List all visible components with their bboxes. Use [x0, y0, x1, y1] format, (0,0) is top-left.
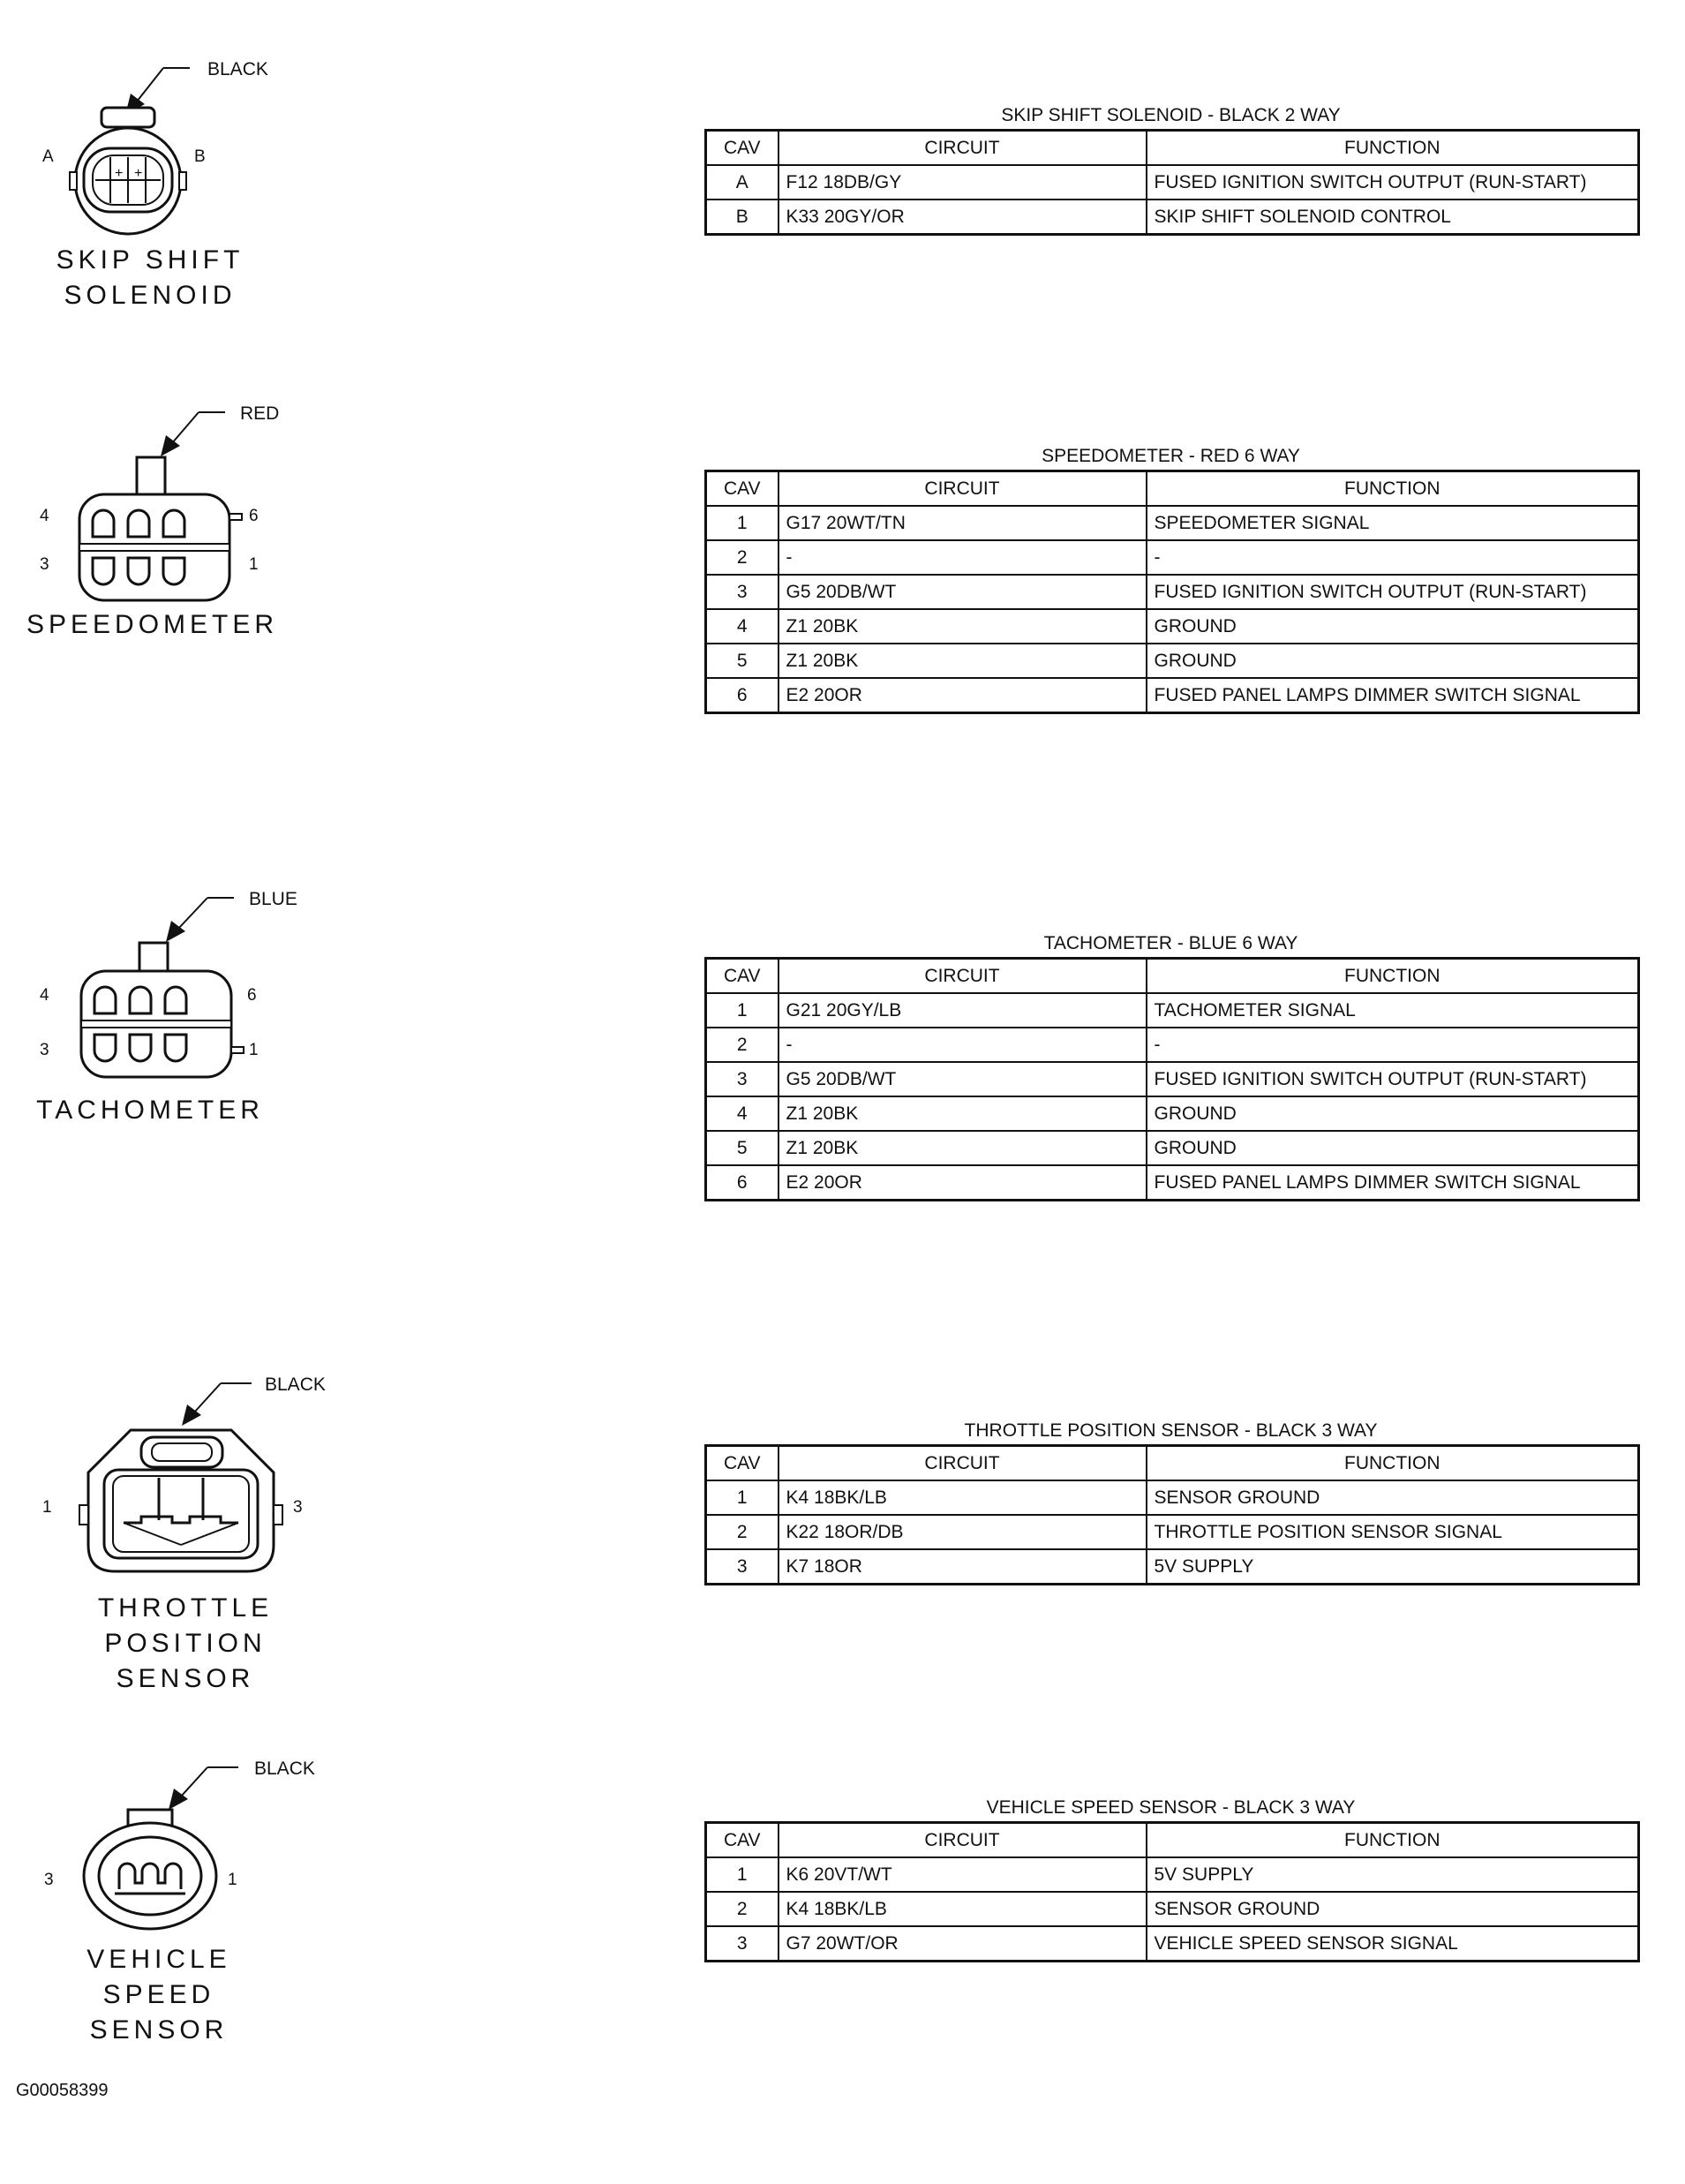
column-header: CIRCUIT	[779, 1446, 1147, 1481]
table-title: VEHICLE SPEED SENSOR - BLACK 3 WAY	[986, 1797, 1356, 1818]
color-label: BLACK	[265, 1374, 326, 1395]
function-cell: 5V SUPPLY	[1147, 1857, 1639, 1892]
column-header: CIRCUIT	[779, 471, 1147, 507]
circuit-cell: Z1 20BK	[779, 609, 1147, 644]
pinout-table	[704, 1444, 1640, 1585]
pin-label-6: 6	[249, 507, 259, 525]
table-row	[706, 1549, 1639, 1585]
connector-name-line: VEHICLE	[87, 1945, 231, 1974]
connector-name-line: POSITION	[104, 1629, 267, 1658]
svg-text:+: +	[134, 166, 143, 181]
column-header: CIRCUIT	[779, 959, 1147, 994]
pin-label-1: 1	[249, 555, 259, 574]
cav-cell: 1	[706, 1857, 779, 1892]
cav-cell: B	[706, 200, 779, 235]
cav-cell: 4	[706, 609, 779, 644]
table-row	[706, 1515, 1639, 1549]
connector-name	[35, 1942, 282, 2048]
table-header-row	[706, 959, 1639, 994]
table-header-row	[706, 1446, 1639, 1481]
table-row	[706, 993, 1639, 1028]
function-cell: FUSED PANEL LAMPS DIMMER SWITCH SIGNAL	[1147, 678, 1639, 713]
connector-name-line: SKIP SHIFT	[56, 245, 244, 275]
circuit-cell: G7 20WT/OR	[779, 1926, 1147, 1962]
pin-label-1: 1	[228, 1871, 237, 1889]
table-row	[706, 644, 1639, 678]
circuit-cell: E2 20OR	[779, 678, 1147, 713]
cav-cell: 1	[706, 1480, 779, 1515]
pinout-table-tachometer	[704, 930, 1637, 1201]
vehicle-speed-sensor-connector-drawing	[26, 1752, 318, 1964]
function-cell: GROUND	[1147, 1096, 1639, 1131]
connector-name	[26, 243, 274, 313]
function-cell: FUSED IGNITION SWITCH OUTPUT (RUN-START)	[1147, 575, 1639, 609]
function-cell: THROTTLE POSITION SENSOR SIGNAL	[1147, 1515, 1639, 1549]
circuit-cell: K7 18OR	[779, 1549, 1147, 1585]
cav-cell: 2	[706, 1515, 779, 1549]
table-header-row	[706, 1823, 1639, 1858]
column-header: FUNCTION	[1147, 959, 1639, 994]
connector-name-line: SPEED	[102, 1980, 215, 2009]
function-cell: SENSOR GROUND	[1147, 1480, 1639, 1515]
table-row	[706, 1857, 1639, 1892]
cav-cell: A	[706, 165, 779, 200]
function-cell: SENSOR GROUND	[1147, 1892, 1639, 1926]
connector-name-line: SENSOR	[89, 2015, 229, 2045]
connector-name-line: SOLENOID	[64, 281, 237, 310]
pinout-table	[704, 129, 1640, 236]
cav-cell: 2	[706, 540, 779, 575]
table-title: TACHOMETER - BLUE 6 WAY	[1043, 933, 1298, 953]
table-row	[706, 1892, 1639, 1926]
table-row	[706, 1131, 1639, 1165]
function-cell: GROUND	[1147, 1131, 1639, 1165]
table-row	[706, 540, 1639, 575]
connector-vehicle-speed-sensor	[26, 1752, 318, 2045]
column-header: FUNCTION	[1147, 1446, 1639, 1481]
cav-cell: 3	[706, 1549, 779, 1585]
figure-id: G00058399	[16, 2081, 109, 2100]
function-cell: GROUND	[1147, 609, 1639, 644]
color-label: BLACK	[207, 59, 268, 79]
circuit-cell: G21 20GY/LB	[779, 993, 1147, 1028]
column-header: FUNCTION	[1147, 131, 1639, 166]
pin-label-3: 3	[293, 1498, 303, 1517]
color-label: BLACK	[254, 1758, 315, 1779]
circuit-cell: E2 20OR	[779, 1165, 1147, 1201]
function-cell: GROUND	[1147, 644, 1639, 678]
pinout-table-vehicle-speed-sensor	[704, 1795, 1637, 1962]
cav-cell: 2	[706, 1892, 779, 1926]
circuit-cell: G5 20DB/WT	[779, 1062, 1147, 1096]
connector-name	[62, 1591, 309, 1697]
function-cell: SPEEDOMETER SIGNAL	[1147, 506, 1639, 540]
cav-cell: 1	[706, 993, 779, 1028]
color-label: RED	[240, 403, 280, 424]
function-cell: TACHOMETER SIGNAL	[1147, 993, 1639, 1028]
speedometer-connector-drawing	[26, 397, 318, 627]
column-header: FUNCTION	[1147, 471, 1639, 507]
table-header-row	[706, 131, 1639, 166]
pin-label-1: 1	[249, 1041, 259, 1059]
column-header: CAV	[706, 1823, 779, 1858]
circuit-cell: K6 20VT/WT	[779, 1857, 1147, 1892]
pinout-table	[704, 470, 1640, 714]
pinout-table-skip-shift-solenoid	[704, 102, 1637, 236]
pinout-table-speedometer	[704, 443, 1637, 714]
connector-name	[26, 607, 279, 643]
tachometer-connector-drawing	[26, 883, 318, 1112]
pinout-table-throttle-position-sensor	[704, 1418, 1637, 1585]
circuit-cell: Z1 20BK	[779, 1096, 1147, 1131]
cav-cell: 2	[706, 1028, 779, 1062]
connector-name-line: TACHOMETER	[36, 1096, 264, 1125]
column-header: CAV	[706, 959, 779, 994]
cav-cell: 6	[706, 1165, 779, 1201]
table-title: SPEEDOMETER - RED 6 WAY	[1042, 446, 1300, 466]
pin-label-3: 3	[40, 1041, 49, 1059]
cav-cell: 1	[706, 506, 779, 540]
connector-speedometer	[26, 397, 318, 680]
circuit-cell: -	[779, 540, 1147, 575]
table-row	[706, 609, 1639, 644]
pin-label-3: 3	[44, 1871, 54, 1889]
pin-label-4: 4	[40, 986, 49, 1005]
table-row	[706, 1926, 1639, 1962]
column-header: CAV	[706, 131, 779, 166]
table-row	[706, 575, 1639, 609]
pin-label-1: 1	[42, 1498, 52, 1517]
pin-label-3: 3	[40, 555, 49, 574]
color-label: BLUE	[249, 889, 297, 909]
table-row	[706, 678, 1639, 713]
pin-label-b: B	[194, 147, 206, 166]
table-header-row	[706, 471, 1639, 507]
cav-cell: 5	[706, 1131, 779, 1165]
function-cell: -	[1147, 540, 1639, 575]
column-header: CAV	[706, 471, 779, 507]
function-cell: -	[1147, 1028, 1639, 1062]
pinout-table	[704, 1821, 1640, 1962]
function-cell: FUSED IGNITION SWITCH OUTPUT (RUN-START)	[1147, 1062, 1639, 1096]
circuit-cell: G17 20WT/TN	[779, 506, 1147, 540]
function-cell: SKIP SHIFT SOLENOID CONTROL	[1147, 200, 1639, 235]
column-header: CAV	[706, 1446, 779, 1481]
table-title: THROTTLE POSITION SENSOR - BLACK 3 WAY	[964, 1420, 1378, 1441]
function-cell: FUSED PANEL LAMPS DIMMER SWITCH SIGNAL	[1147, 1165, 1639, 1201]
circuit-cell: K4 18BK/LB	[779, 1892, 1147, 1926]
circuit-cell: -	[779, 1028, 1147, 1062]
table-row	[706, 200, 1639, 235]
circuit-cell: K22 18OR/DB	[779, 1515, 1147, 1549]
table-row	[706, 1096, 1639, 1131]
connector-tachometer	[26, 883, 318, 1165]
circuit-cell: K4 18BK/LB	[779, 1480, 1147, 1515]
circuit-cell: F12 18DB/GY	[779, 165, 1147, 200]
function-cell: FUSED IGNITION SWITCH OUTPUT (RUN-START)	[1147, 165, 1639, 200]
table-title: SKIP SHIFT SOLENOID - BLACK 2 WAY	[1001, 105, 1341, 125]
column-header: FUNCTION	[1147, 1823, 1639, 1858]
throttle-sensor-connector-drawing	[26, 1368, 326, 1607]
table-row	[706, 165, 1639, 200]
pin-label-a: A	[42, 147, 54, 166]
cav-cell: 5	[706, 644, 779, 678]
table-row	[706, 1062, 1639, 1096]
connector-name-line: THROTTLE	[97, 1593, 274, 1623]
column-header: CIRCUIT	[779, 131, 1147, 166]
column-header: CIRCUIT	[779, 1823, 1147, 1858]
pinout-table	[704, 957, 1640, 1201]
svg-text:+: +	[115, 166, 124, 181]
table-row	[706, 506, 1639, 540]
circuit-cell: G5 20DB/WT	[779, 575, 1147, 609]
function-cell: VEHICLE SPEED SENSOR SIGNAL	[1147, 1926, 1639, 1962]
connector-skip-shift-solenoid	[26, 53, 318, 335]
function-cell: 5V SUPPLY	[1147, 1549, 1639, 1585]
cav-cell: 3	[706, 575, 779, 609]
circuit-cell: Z1 20BK	[779, 644, 1147, 678]
pin-label-4: 4	[40, 507, 49, 525]
cav-cell: 3	[706, 1926, 779, 1962]
connector-throttle-position-sensor	[26, 1368, 326, 1693]
cav-cell: 3	[706, 1062, 779, 1096]
connector-name-line: SENSOR	[116, 1664, 255, 1693]
table-row	[706, 1480, 1639, 1515]
connector-name-line: SPEEDOMETER	[26, 610, 279, 639]
cav-cell: 6	[706, 678, 779, 713]
circuit-cell: Z1 20BK	[779, 1131, 1147, 1165]
cav-cell: 4	[706, 1096, 779, 1131]
table-row	[706, 1165, 1639, 1201]
table-row	[706, 1028, 1639, 1062]
connector-name	[26, 1093, 274, 1128]
pin-label-6: 6	[247, 986, 257, 1005]
circuit-cell: K33 20GY/OR	[779, 200, 1147, 235]
